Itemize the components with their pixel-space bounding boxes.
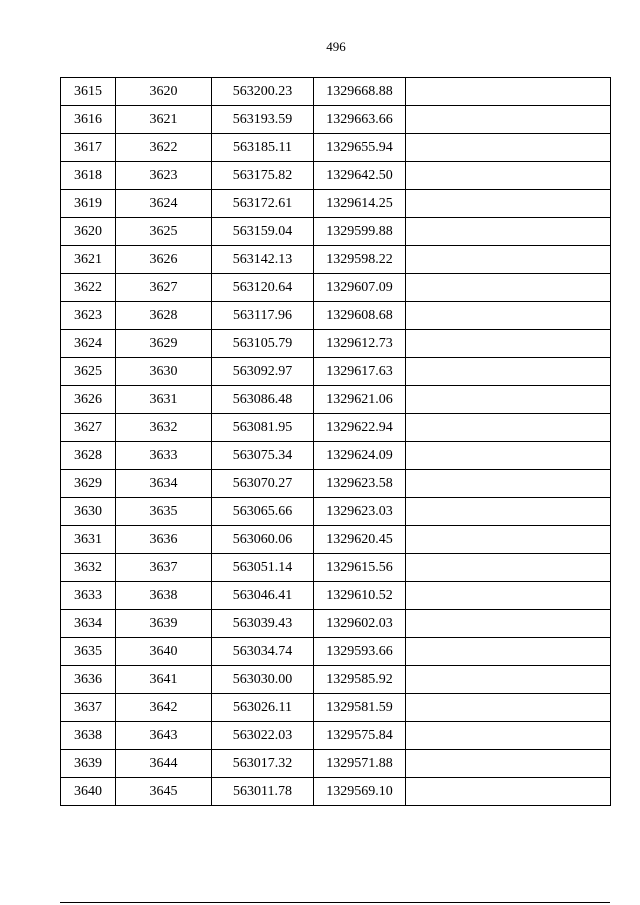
point-number-cell: 3633: [116, 442, 212, 470]
note-cell: [406, 246, 611, 274]
x-coordinate-cell: 563117.96: [212, 302, 314, 330]
table-row: [61, 610, 611, 638]
point-id-cell: 3637: [61, 694, 116, 722]
table-row: [61, 246, 611, 274]
note-cell: [406, 554, 611, 582]
note-cell: [406, 190, 611, 218]
x-coordinate-cell: 563120.64: [212, 274, 314, 302]
point-number-cell: 3644: [116, 750, 212, 778]
y-coordinate-cell: 1329623.03: [314, 498, 406, 526]
table-row: [61, 554, 611, 582]
table-row: [61, 750, 611, 778]
x-coordinate-cell: 563065.66: [212, 498, 314, 526]
y-coordinate-cell: 1329602.03: [314, 610, 406, 638]
y-coordinate-cell: 1329668.88: [314, 78, 406, 106]
point-id-cell: 3632: [61, 554, 116, 582]
x-coordinate-cell: 563086.48: [212, 386, 314, 414]
point-id-cell: 3638: [61, 722, 116, 750]
note-cell: [406, 526, 611, 554]
y-coordinate-cell: 1329585.92: [314, 666, 406, 694]
y-coordinate-cell: 1329599.88: [314, 218, 406, 246]
x-coordinate-cell: 563060.06: [212, 526, 314, 554]
x-coordinate-cell: 563070.27: [212, 470, 314, 498]
point-number-cell: 3632: [116, 414, 212, 442]
y-coordinate-cell: 1329621.06: [314, 386, 406, 414]
point-id-cell: 3621: [61, 246, 116, 274]
y-coordinate-cell: 1329623.58: [314, 470, 406, 498]
point-id-cell: 3633: [61, 582, 116, 610]
x-coordinate-cell: 563017.32: [212, 750, 314, 778]
x-coordinate-cell: 563011.78: [212, 778, 314, 806]
table-row: [61, 134, 611, 162]
note-cell: [406, 610, 611, 638]
point-id-cell: 3630: [61, 498, 116, 526]
note-cell: [406, 666, 611, 694]
note-cell: [406, 470, 611, 498]
point-id-cell: 3634: [61, 610, 116, 638]
note-cell: [406, 358, 611, 386]
table-row: [61, 722, 611, 750]
x-coordinate-cell: 563175.82: [212, 162, 314, 190]
table-row: [61, 498, 611, 526]
x-coordinate-cell: 563142.13: [212, 246, 314, 274]
point-id-cell: 3636: [61, 666, 116, 694]
point-id-cell: 3619: [61, 190, 116, 218]
y-coordinate-cell: 1329569.10: [314, 778, 406, 806]
y-coordinate-cell: 1329615.56: [314, 554, 406, 582]
point-id-cell: 3635: [61, 638, 116, 666]
note-cell: [406, 134, 611, 162]
y-coordinate-cell: 1329571.88: [314, 750, 406, 778]
table-row: [61, 302, 611, 330]
x-coordinate-cell: 563200.23: [212, 78, 314, 106]
point-number-cell: 3637: [116, 554, 212, 582]
y-coordinate-cell: 1329575.84: [314, 722, 406, 750]
note-cell: [406, 694, 611, 722]
point-id-cell: 3629: [61, 470, 116, 498]
table-row: [61, 638, 611, 666]
point-id-cell: 3640: [61, 778, 116, 806]
y-coordinate-cell: 1329593.66: [314, 638, 406, 666]
x-coordinate-cell: 563034.74: [212, 638, 314, 666]
point-number-cell: 3638: [116, 582, 212, 610]
table-row: [61, 106, 611, 134]
table-row: [61, 694, 611, 722]
table-row: [61, 386, 611, 414]
table-row: [61, 274, 611, 302]
note-cell: [406, 638, 611, 666]
y-coordinate-cell: 1329598.22: [314, 246, 406, 274]
table-row: [61, 162, 611, 190]
note-cell: [406, 582, 611, 610]
footer-rule: [60, 902, 610, 903]
table-row: [61, 358, 611, 386]
y-coordinate-cell: 1329610.52: [314, 582, 406, 610]
x-coordinate-cell: 563030.00: [212, 666, 314, 694]
point-number-cell: 3627: [116, 274, 212, 302]
table-row: [61, 526, 611, 554]
coordinates-table-body: [61, 78, 611, 806]
note-cell: [406, 106, 611, 134]
table-row: [61, 666, 611, 694]
table-row: [61, 218, 611, 246]
x-coordinate-cell: 563046.41: [212, 582, 314, 610]
point-number-cell: 3626: [116, 246, 212, 274]
point-id-cell: 3624: [61, 330, 116, 358]
point-number-cell: 3643: [116, 722, 212, 750]
x-coordinate-cell: 563159.04: [212, 218, 314, 246]
point-id-cell: 3639: [61, 750, 116, 778]
point-number-cell: 3624: [116, 190, 212, 218]
point-number-cell: 3621: [116, 106, 212, 134]
point-number-cell: 3639: [116, 610, 212, 638]
point-id-cell: 3618: [61, 162, 116, 190]
note-cell: [406, 386, 611, 414]
point-number-cell: 3628: [116, 302, 212, 330]
x-coordinate-cell: 563051.14: [212, 554, 314, 582]
x-coordinate-cell: 563075.34: [212, 442, 314, 470]
y-coordinate-cell: 1329617.63: [314, 358, 406, 386]
y-coordinate-cell: 1329614.25: [314, 190, 406, 218]
y-coordinate-cell: 1329624.09: [314, 442, 406, 470]
note-cell: [406, 498, 611, 526]
point-number-cell: 3623: [116, 162, 212, 190]
x-coordinate-cell: 563193.59: [212, 106, 314, 134]
y-coordinate-cell: 1329642.50: [314, 162, 406, 190]
point-number-cell: 3635: [116, 498, 212, 526]
x-coordinate-cell: 563039.43: [212, 610, 314, 638]
point-number-cell: 3629: [116, 330, 212, 358]
page-number: 496: [326, 39, 346, 54]
point-id-cell: 3622: [61, 274, 116, 302]
table-row: [61, 470, 611, 498]
note-cell: [406, 78, 611, 106]
point-number-cell: 3625: [116, 218, 212, 246]
point-id-cell: 3615: [61, 78, 116, 106]
point-number-cell: 3622: [116, 134, 212, 162]
x-coordinate-cell: 563105.79: [212, 330, 314, 358]
x-coordinate-cell: 563081.95: [212, 414, 314, 442]
point-number-cell: 3620: [116, 78, 212, 106]
point-number-cell: 3631: [116, 386, 212, 414]
point-id-cell: 3625: [61, 358, 116, 386]
point-number-cell: 3640: [116, 638, 212, 666]
table-row: [61, 190, 611, 218]
y-coordinate-cell: 1329620.45: [314, 526, 406, 554]
note-cell: [406, 778, 611, 806]
y-coordinate-cell: 1329663.66: [314, 106, 406, 134]
y-coordinate-cell: 1329612.73: [314, 330, 406, 358]
point-number-cell: 3630: [116, 358, 212, 386]
point-number-cell: 3645: [116, 778, 212, 806]
note-cell: [406, 722, 611, 750]
note-cell: [406, 442, 611, 470]
point-id-cell: 3628: [61, 442, 116, 470]
x-coordinate-cell: 563022.03: [212, 722, 314, 750]
point-id-cell: 3623: [61, 302, 116, 330]
x-coordinate-cell: 563092.97: [212, 358, 314, 386]
y-coordinate-cell: 1329622.94: [314, 414, 406, 442]
note-cell: [406, 274, 611, 302]
point-id-cell: 3616: [61, 106, 116, 134]
note-cell: [406, 162, 611, 190]
table-row: [61, 778, 611, 806]
table-row: [61, 582, 611, 610]
y-coordinate-cell: 1329608.68: [314, 302, 406, 330]
point-number-cell: 3641: [116, 666, 212, 694]
x-coordinate-cell: 563172.61: [212, 190, 314, 218]
table-row: [61, 442, 611, 470]
point-id-cell: 3627: [61, 414, 116, 442]
point-number-cell: 3642: [116, 694, 212, 722]
table-row: [61, 330, 611, 358]
point-id-cell: 3620: [61, 218, 116, 246]
point-id-cell: 3626: [61, 386, 116, 414]
note-cell: [406, 414, 611, 442]
coordinates-table: [60, 77, 611, 806]
table-row: [61, 78, 611, 106]
x-coordinate-cell: 563026.11: [212, 694, 314, 722]
x-coordinate-cell: 563185.11: [212, 134, 314, 162]
y-coordinate-cell: 1329581.59: [314, 694, 406, 722]
note-cell: [406, 750, 611, 778]
table-row: [61, 414, 611, 442]
point-id-cell: 3617: [61, 134, 116, 162]
y-coordinate-cell: 1329607.09: [314, 274, 406, 302]
y-coordinate-cell: 1329655.94: [314, 134, 406, 162]
note-cell: [406, 330, 611, 358]
point-number-cell: 3636: [116, 526, 212, 554]
point-id-cell: 3631: [61, 526, 116, 554]
point-number-cell: 3634: [116, 470, 212, 498]
note-cell: [406, 218, 611, 246]
note-cell: [406, 302, 611, 330]
